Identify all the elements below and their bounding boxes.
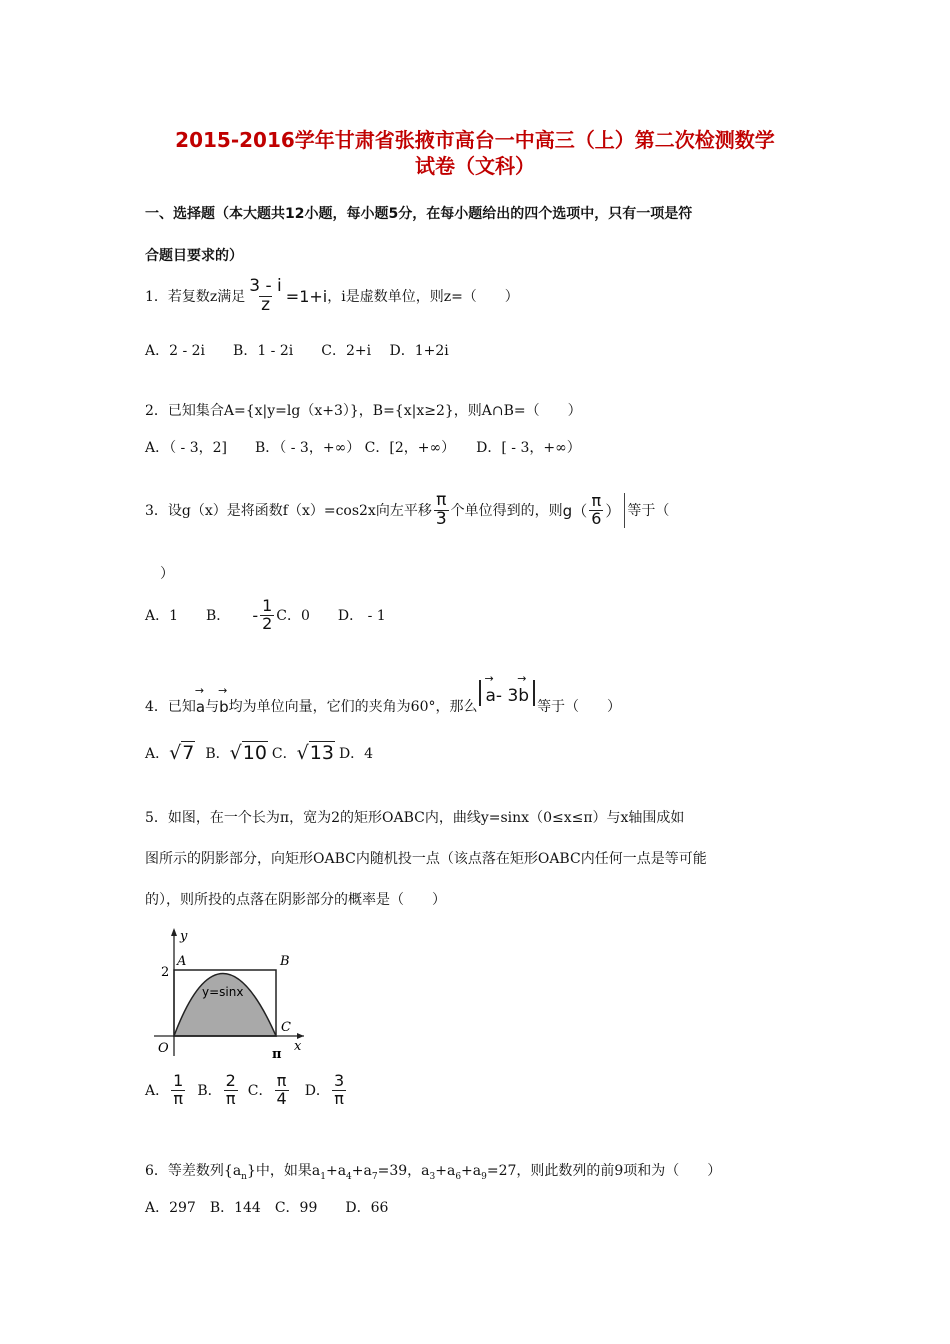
question-4-options [145, 742, 373, 764]
q6-part: 6．等差数列{a [145, 1163, 242, 1179]
question-5-line3: 的），则所投的点落在阴影部分的概率是（ ） [145, 892, 446, 908]
q4-opt-a-value: 7 [182, 742, 195, 764]
q4-suffix: 等于（ ） [537, 699, 622, 715]
q6-part: +a [461, 1163, 482, 1179]
q5-opt-b-fraction [224, 1073, 238, 1108]
q4-opt-c-radical: √13 [296, 742, 334, 764]
q6-part: =27，则此数列的前9项和为（ ） [486, 1163, 722, 1179]
label-O: O [158, 1041, 169, 1056]
q1-suffix: ，i是虚数单位，则z=（ ） [327, 289, 519, 306]
q5-opt-c-fraction [275, 1073, 289, 1108]
q1-frac-den: z [261, 294, 270, 315]
q3-opt-b-fraction [260, 598, 274, 633]
q6-part: +a [351, 1163, 372, 1179]
q3-opt-rest: C．0 D． - 1 [276, 608, 386, 625]
q3-g-den: 6 [591, 508, 602, 528]
q5-opt-b-num: 2 [225, 1071, 236, 1090]
question-4-stem [145, 686, 622, 716]
q3-g-expression [563, 493, 626, 528]
label-B: B [280, 954, 290, 969]
q4-abs-a-letter: → a [485, 680, 495, 706]
question-2-options: A．（ - 3，2] B．（ - 3，+∞） C．[2，+∞） D．[ - 3，+∞） [145, 440, 581, 456]
q4-opt-b-radical: √10 [229, 742, 267, 764]
q4-abs-vec-a [485, 680, 495, 706]
label-pi: π [272, 1047, 282, 1062]
q3-opt-b-den: 2 [262, 613, 273, 633]
question-5-line1: 5．如图，在一个长为π，宽为2的矩形OABC内，曲线y=sinx（0≤x≤π）与x轴围成如 [145, 810, 685, 826]
q3-prefix: 3．设g（x）是将函数f（x）=cos2x向左平移 [145, 503, 432, 520]
q6-subscript: 4 [346, 1171, 352, 1182]
exam-title-line1: 2015-2016学年甘肃省张掖市高台一中高三（上）第二次检测数学 [175, 128, 775, 152]
question-6-stem [145, 1160, 721, 1182]
q5-opt-a-label: A． [145, 1083, 170, 1100]
question-6-options: A．297 B．144 C．99 D．66 [145, 1200, 389, 1216]
q4-vec-b-letter: → b [219, 692, 229, 716]
q6-subscript: 1 [320, 1171, 326, 1182]
label-C: C [281, 1020, 291, 1035]
q4-opt-a-label: A． [145, 746, 170, 762]
q3-suffix: 等于（ [627, 503, 670, 520]
q4-opt-b-label: B． [205, 746, 230, 762]
q5-opt-c-num: π [276, 1071, 287, 1090]
q3-fraction [434, 492, 449, 529]
question-5-options [145, 1073, 348, 1108]
question-3-options [145, 598, 386, 633]
q3-continuation: ） [160, 566, 174, 582]
q3-g-close: ） [605, 501, 621, 520]
q4-opt-c-value: 13 [309, 742, 334, 764]
q5-opt-a-fraction [171, 1073, 185, 1108]
q6-subscript: 3 [429, 1171, 436, 1182]
q1-frac-num: 3 - i [249, 276, 282, 296]
q4-abs-expression [479, 680, 535, 706]
question-3-stem [145, 492, 669, 529]
q5-opt-b-den: π [225, 1088, 236, 1108]
curve-label: y=sinx [202, 985, 244, 999]
q6-subscript: 6 [455, 1171, 462, 1182]
q3-opt-b-sign: - [252, 605, 259, 625]
section-heading-line1: 一、选择题（本大题共12小题，每小题5分，在每小题给出的四个选项中，只有一项是符 [145, 206, 693, 222]
sine-rectangle-figure [144, 924, 312, 1064]
q1-prefix: 1．若复数z满足 [145, 289, 246, 306]
q3-opt-a: A．1 B． [145, 608, 231, 625]
label-A: A [177, 954, 187, 969]
q6-subscript: n [241, 1171, 247, 1182]
exam-title-line2: 试卷（文科） [415, 154, 535, 178]
q3-frac-den: 3 [435, 508, 447, 529]
label-y: y [180, 929, 188, 944]
q5-opt-a-num: 1 [173, 1071, 184, 1090]
q4-mid: 均为单位向量，它们的夹角为60°，那么 [228, 699, 478, 715]
q4-vec-a-letter: → a [196, 692, 205, 716]
q4-and: 与 [205, 699, 220, 715]
q6-part: =39，a [377, 1163, 430, 1179]
q5-opt-c-den: 4 [276, 1088, 287, 1108]
q5-opt-d-label: D． [304, 1083, 330, 1100]
question-5-line2: 图所示的阴影部分，向矩形OABC内随机投一点（该点落在矩形OABC内任何一点是等可能 [145, 851, 707, 867]
section-heading-line2: 合题目要求的） [145, 248, 243, 264]
q6-subscript: 7 [371, 1171, 378, 1182]
q5-opt-a-den: π [173, 1088, 184, 1108]
question-1-options: A．2 - 2i B．1 - 2i C．2+i D．1+2i [145, 343, 449, 359]
q4-vector-a [196, 692, 205, 716]
q6-part: }中，如果a [246, 1163, 321, 1179]
q4-abs-mid: - 3 [495, 686, 519, 706]
q5-opt-d-num: 3 [333, 1071, 345, 1090]
q1-eq: =1+i [285, 286, 328, 306]
label-x: x [294, 1039, 302, 1054]
question-2-stem: 2．已知集合A={x|y=lg（x+3）}，B={x|x≥2}，则A∩B=（ ） [145, 403, 582, 419]
q6-subscript: 9 [481, 1171, 487, 1182]
q3-mid: 个单位得到的，则 [450, 503, 563, 520]
question-1-stem [145, 278, 519, 315]
q4-opt-a-radical: √7 [169, 742, 195, 764]
q4-vector-b [219, 692, 229, 716]
q4-opt-d: D．4 [338, 746, 374, 762]
q4-opt-b-value: 10 [242, 742, 267, 764]
label-2: 2 [161, 965, 170, 980]
q3-g-fraction [589, 493, 603, 528]
q5-opt-d-fraction [332, 1073, 346, 1108]
q3-g-num: π [591, 491, 602, 511]
q4-abs-vec-b [518, 680, 529, 706]
q3-g-open: g（ [562, 501, 588, 520]
q3-opt-b-num: 1 [262, 596, 273, 615]
q5-opt-d-den: π [334, 1088, 344, 1108]
q4-abs-b-letter: → b [518, 680, 529, 706]
q5-opt-c-label: C． [247, 1083, 273, 1100]
q6-part: +a [435, 1163, 456, 1179]
q4-opt-c-label: C． [271, 746, 297, 762]
q4-prefix: 4．已知 [145, 699, 196, 715]
q6-part: +a [325, 1163, 347, 1179]
q1-fraction [247, 278, 283, 315]
q5-opt-b-label: B． [197, 1083, 222, 1100]
q3-frac-num: π [436, 490, 447, 510]
